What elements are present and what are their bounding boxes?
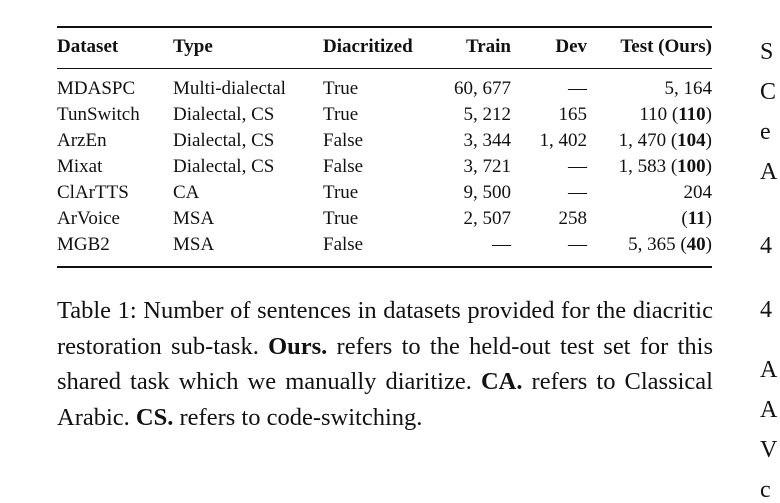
cell-train: 60, 677 xyxy=(454,78,511,99)
cell-test xyxy=(587,180,712,206)
cell-dataset: Mixat xyxy=(57,156,103,177)
caption-cs-text: refers to code-switching. xyxy=(173,403,423,431)
test-ours-close: ) xyxy=(705,208,712,229)
cell-diacritized: False xyxy=(323,130,364,151)
table-row xyxy=(57,232,712,258)
table-row xyxy=(57,206,712,232)
right-fragment-1: C xyxy=(760,79,777,105)
cell-dataset: ArVoice xyxy=(57,208,120,229)
cell-type: MSA xyxy=(173,208,215,229)
cell-train: 2, 507 xyxy=(463,208,511,229)
cell-dev: — xyxy=(568,234,587,255)
header-type: Type xyxy=(173,36,213,57)
caption-ours-term: Ours. xyxy=(268,332,328,360)
right-fragment-3: A xyxy=(760,159,778,185)
cell-test xyxy=(587,206,712,232)
cell-type: Dialectal, CS xyxy=(173,156,275,177)
cell-dev: — xyxy=(568,156,587,177)
test-count: 5, 164 xyxy=(664,78,712,99)
header-dev: Dev xyxy=(555,36,587,57)
table-row xyxy=(57,128,712,154)
cell-dev: 165 xyxy=(558,104,587,125)
dataset-table-body xyxy=(57,76,712,258)
cell-test xyxy=(587,232,712,258)
test-ours-count: 40 xyxy=(686,234,706,255)
test-count: 5, 365 ( xyxy=(628,234,687,255)
table-row xyxy=(57,180,712,206)
right-fragment-8: V xyxy=(760,437,778,463)
cell-dataset: MGB2 xyxy=(57,234,110,255)
test-count: 1, 583 ( xyxy=(618,156,678,177)
table-row xyxy=(57,102,712,128)
cell-dataset: ArzEn xyxy=(57,130,107,151)
cell-train: 3, 721 xyxy=(463,156,511,177)
header-diacritized: Diacritized xyxy=(323,36,413,57)
cell-diacritized: False xyxy=(323,156,364,177)
cell-diacritized: True xyxy=(323,208,359,229)
cell-type: Dialectal, CS xyxy=(173,104,275,125)
header-train: Train xyxy=(465,36,511,57)
cell-diacritized: True xyxy=(323,78,359,99)
cell-train: 5, 212 xyxy=(463,104,511,125)
test-ours-close: ) xyxy=(705,156,712,177)
cell-test xyxy=(587,102,712,128)
cell-train: 9, 500 xyxy=(463,182,511,203)
table-header-row xyxy=(57,28,712,60)
right-fragment-5: 4 xyxy=(760,297,772,323)
header-dataset: Dataset xyxy=(57,36,119,57)
cell-dataset: TunSwitch xyxy=(57,104,140,125)
test-count: 204 xyxy=(683,182,712,203)
table-row xyxy=(57,154,712,180)
dataset-table xyxy=(57,28,712,60)
cell-train: — xyxy=(492,234,511,255)
cell-diacritized: True xyxy=(323,104,359,125)
cell-dev: 1, 402 xyxy=(539,130,587,151)
right-fragment-0: S xyxy=(760,39,774,65)
test-ours-close: ) xyxy=(705,234,712,255)
table-mid-rule xyxy=(57,68,712,69)
cell-test xyxy=(587,76,712,102)
cell-type: Dialectal, CS xyxy=(173,130,275,151)
right-fragment-4: 4 xyxy=(760,233,772,259)
table-row xyxy=(57,76,712,102)
header-test: Test (Ours) xyxy=(620,36,712,57)
right-fragment-2: e xyxy=(760,119,771,145)
table-caption xyxy=(57,293,713,435)
caption-ca-term: CA. xyxy=(480,368,523,395)
cell-test xyxy=(587,154,712,180)
cell-diacritized: True xyxy=(323,182,359,203)
cell-dev: — xyxy=(568,78,587,99)
cell-dataset: ClArTTS xyxy=(57,182,129,203)
cell-test xyxy=(587,128,712,154)
caption-ours-text: refers to the held-out test set for this shared task which we manually diaritize. xyxy=(57,332,713,395)
right-fragment-7: A xyxy=(760,397,778,423)
cell-dev: 258 xyxy=(558,208,587,229)
cell-type: CA xyxy=(173,182,200,203)
caption-label: Table 1: Number of sentences in datasets provided for the diacritic restoration sub-task. xyxy=(57,297,713,360)
test-count: ( xyxy=(681,208,688,229)
caption-ca-text: refers to Classical Arabic. xyxy=(57,368,713,431)
cell-dataset: MDASPC xyxy=(57,78,136,99)
dataset-table-container xyxy=(57,26,712,268)
cell-dev: — xyxy=(568,182,587,203)
test-ours-close: ) xyxy=(705,104,712,125)
test-ours-close: ) xyxy=(705,130,712,151)
cell-train: 3, 344 xyxy=(463,130,511,151)
test-ours-count: 104 xyxy=(677,130,706,151)
test-count: 1, 470 ( xyxy=(618,130,678,151)
right-fragment-9: c xyxy=(760,477,771,503)
test-ours-count: 11 xyxy=(687,208,706,229)
caption-cs-term: CS. xyxy=(135,403,174,431)
test-count: 110 ( xyxy=(639,104,679,125)
test-ours-count: 100 xyxy=(677,156,706,177)
table-bottom-rule xyxy=(57,266,712,268)
right-fragment-6: A xyxy=(760,357,778,383)
cell-diacritized: False xyxy=(323,234,364,255)
test-ours-count: 110 xyxy=(678,104,706,125)
cell-type: MSA xyxy=(173,234,215,255)
cell-type: Multi-dialectal xyxy=(173,78,286,99)
